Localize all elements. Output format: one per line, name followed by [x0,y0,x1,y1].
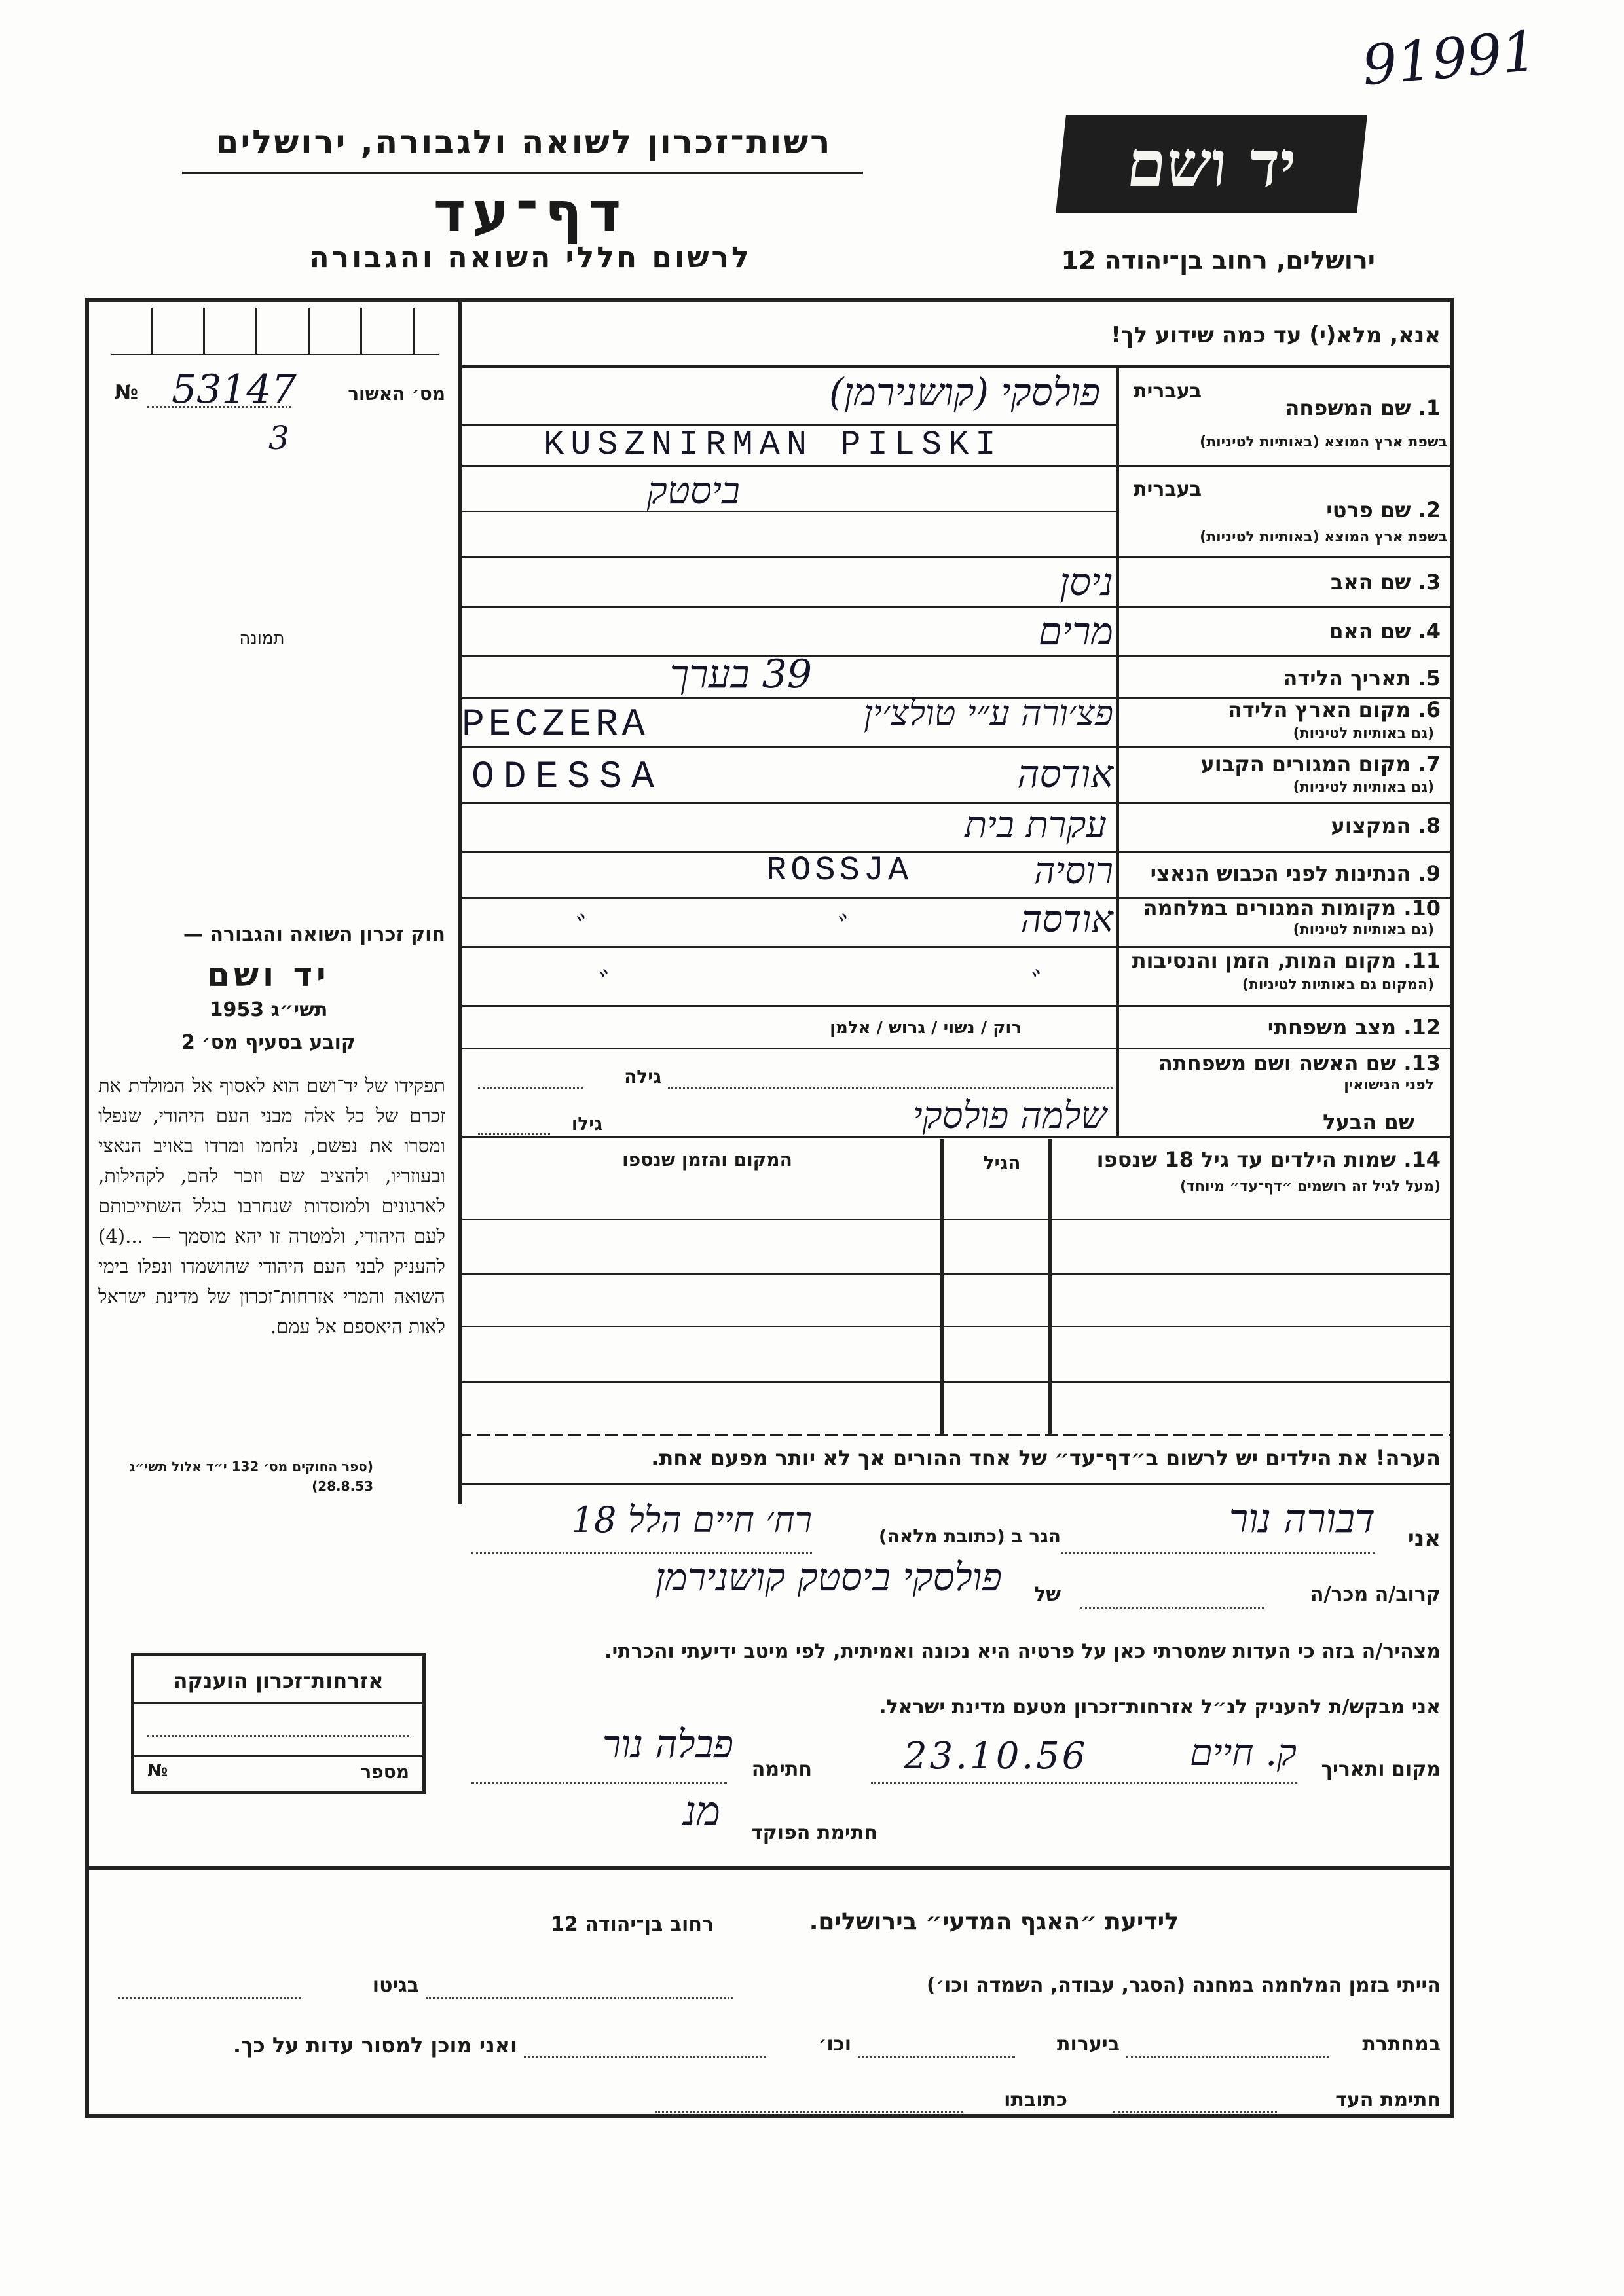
husband-age-dotted [478,1133,550,1135]
footer-forests-dotted [858,2056,1015,2058]
signature-dotted [471,1782,727,1784]
field-residence: 7. מקום המגורים הקבוע [1200,752,1441,776]
wartime-residence: אודסה [1020,898,1113,941]
children-col-divider [940,1139,944,1434]
decl-relative-label: קרוב/ה מכר/ה [1310,1583,1441,1606]
field-death: 11. מקום המות, הזמן והנסיבות [1132,948,1441,973]
field-wife-sub: לפני הנישואין [1344,1077,1434,1093]
footer-ghetto: בגיטו [372,1974,419,1997]
marital-options: רוק / נשוי / גרוש / אלמן [830,1018,1022,1038]
birth-date: 39 בערך [669,651,812,697]
ditto-mark: ﾞ [1025,966,1041,1004]
decl-name-dotted [1061,1552,1375,1554]
footer-forests: ביערות [1057,2033,1120,2056]
children-row [458,1326,1454,1327]
children-row [458,1381,1454,1383]
footer-address-dotted [655,2111,963,2113]
father-name: ניסן [1060,560,1113,604]
law-text: תפקידו של יד־ושם הוא לאסוף אל המולדת את זכרם של כל אלה מבני העם היהודי, שנפלו ומסרו את נפשם, נלחמו ומרדו באויב הנאצי ובעוזריו, ולהציב שם וזכר להם, לקהילות, לארגונים ולמוסדות שנחרבו בגלל השתייכותם לעם היהודי, ולמטרה זו יהא מוסמך — ...(4) להעניק לבני העם היהודי שהושמדו ונפלו בימי השואה והמרי אזרחות־זכרון של מדינת ישראל לאות היאספם אל עמם. [98,1074,445,1338]
form-subtitle: לרשום חללי השואה והגבורה [309,241,752,274]
footer-ready: ואני מוכן למסור עדות על כך. [232,2033,517,2058]
birth-place-hebrew: פצ׳ורה ע״י טולצ׳ין [864,693,1113,734]
citizenship-hebrew: רוסיה [1033,850,1113,892]
footer-underground-dotted [1126,2056,1329,2058]
field-mother: 4. שם האם [1329,619,1441,644]
authority-title: רשות־זכרון לשואה ולגבורה, ירושלים [215,123,832,161]
citizenship-box-no: № [147,1761,168,1781]
citizenship-box-number-label: מספר [360,1761,409,1783]
law-year: תשי״ג 1953 [209,998,328,1021]
field-birth-date: 5. תאריך הלידה [1283,666,1441,691]
declarant-name: דבורה נור [1228,1496,1375,1542]
field-wife: 13. שם האשה ושם משפחתה [1158,1051,1441,1076]
law-source: (ספר החוקים מס׳ 132 י״ד אלול תשי״ג 28.8.53) [129,1459,373,1494]
place: ק. חיים [1189,1732,1297,1774]
footer-underground: במחתרת [1362,2033,1441,2056]
birth-place-latin: PECZERA [462,704,649,746]
clerk-signature: מנ [683,1787,720,1835]
family-name-hebrew: פולסקי (קושנירמן) [829,370,1100,414]
citizenship-box [131,1653,426,1794]
field-husband: שם הבעל [1323,1110,1414,1135]
citizenship-latin: ROSSJA [766,851,913,890]
field-death-sub: (המקום גם באותיות לטיניות) [1242,977,1434,993]
field-residence-sub: (גם באותיות לטיניות) [1293,779,1434,795]
archive-number: 91991 [1359,18,1540,98]
address: ירושלים, רחוב בן־יהודה 12 [1061,246,1375,275]
footer-witness-dotted [1113,2111,1277,2113]
footer-address: רחוב בן־יהודה 12 [551,1913,714,1936]
footer-etc-dotted [524,2056,766,2058]
approval-no-sign: № [115,381,139,404]
footer-ghetto-dotted [118,1997,301,1999]
field-first-name: 2. שם פרטי [1326,498,1441,522]
place-date-dotted [871,1782,1297,1784]
husband-age-label: גילו [571,1113,602,1135]
row-line [458,1048,1454,1049]
decl-of: של [1034,1583,1061,1606]
signature: פבלה נור [602,1722,733,1766]
wife-age-label: גילה [624,1066,661,1087]
note-rule [458,1483,1454,1485]
husband-name: שלמה פולסקי [912,1095,1107,1137]
children-row [458,1219,1454,1220]
relative-of-name: פולסקי ביסטק קושנירמן [655,1555,1002,1599]
field-citizenship: 9. הנתינות לפני הכבוש הנאצי [1150,861,1441,886]
footer-camp: הייתי בזמן המלחמה במחנה (הסגר, עבודה, השמדה וכו׳) [927,1974,1441,1997]
hebrew-tag-2: בעברית [1134,478,1202,501]
label-column-divider [1116,367,1119,1136]
row-line [458,465,1454,467]
footer-rule [85,1866,1454,1870]
decl-ani: אני [1407,1525,1441,1552]
date: 23.10.56 [904,1735,1088,1777]
decl-lives-label: הגר ב (כתובת מלאה) [878,1525,1061,1547]
law-section: קובע בסעיף מס׳ 2 [181,1031,356,1054]
field-occupation: 8. המקצוע [1331,813,1441,838]
hebrew-tag-1: בעברית [1134,380,1202,403]
photo-label: תמונה [239,629,285,648]
ditto-mark: ﾞ [570,911,586,949]
field-wartime-residence-sub: (גם באותיות לטיניות) [1293,922,1434,938]
children-col-age: הגיל [983,1152,1021,1174]
citizenship-box-title: אזרחות־זכרון הוענקה [173,1668,384,1693]
mother-name: מרים [1038,609,1113,653]
residence-hebrew: אודסה [1017,752,1113,796]
children-note: הערה! את הילדים יש לרשום ב״דף־עד״ של אחד ההורים אך לא יותר מפעם אחת. [651,1446,1441,1470]
row-line [458,746,1454,748]
footer-camp-dotted [426,1997,733,1999]
field-first-name-sub: בשפת ארץ המוצא (באותיות לטיניות) [1200,529,1447,545]
field-birth-place: 6. מקום הארץ הלידה [1227,697,1441,722]
family-name-latin: KUSZNIRMAN PILSKI [544,426,1003,464]
logo-text: יד ושם [1123,127,1300,201]
ditto-mark: ﾞ [593,966,609,1004]
approval-dotted [147,406,291,408]
approval-label: מס׳ האשור [348,383,445,405]
footer-witness-sig: חתימת העד [1335,2088,1441,2111]
approval-number: 53147 [172,367,297,412]
footer-address-label: כתובתו [1004,2088,1067,2111]
field-father: 3. שם האב [1330,570,1441,594]
authority-underline [182,172,863,174]
footer-etc: וכו׳ [818,2033,851,2056]
children-sub: (מעל לגיל זה רושמים ״דף־עד״ מיוחד) [1179,1178,1441,1195]
decl-statement: מצהיר/ה בזה כי העדות שמסרתי כאן על פרטיה היא נכונה ואמיתית, לפי מיטב ידיעתי והכרתי. [604,1640,1441,1663]
signature-label: חתימה [751,1758,812,1781]
field-family-name-sub: בשפת ארץ המוצא (באותיות לטיניות) [1200,434,1447,450]
first-name-hebrew: ביסטק [646,468,740,513]
law-name: יד ושם [207,956,330,994]
ditto-mark: ﾞ [832,911,848,949]
residence-latin: ODESSA [471,756,663,799]
instruction-rule [458,365,1454,368]
wife-age-dotted [478,1087,583,1089]
children-col-place: המקום והזמן שנספו [622,1149,792,1171]
row-line [458,556,1454,558]
children-col-divider [1048,1139,1052,1434]
form-title: דף־עד [433,180,628,244]
clerk-label: חתימת הפוקד [751,1821,877,1844]
code-boxes [111,308,439,360]
wife-name-dotted [668,1087,1113,1089]
approval-extra: 3 [268,419,289,457]
occupation: עקרת בית [965,804,1107,847]
law-title: חוק זכרון השואה והגבורה — [183,923,445,946]
children-label: 14. שמות הילדים עד גיל 18 שנספו [1096,1147,1441,1172]
yad-vashem-logo [1056,115,1367,213]
decl-request: אני מבקש/ת להעניק לנ״ל אזרחות־זכרון מטעם מדינת ישראל. [879,1696,1441,1719]
field-marital: 12. מצב משפחתי [1267,1015,1441,1040]
field-birth-place-sub: (גם באותיות לטיניות) [1293,725,1434,742]
place-date-label: מקום ותאריך [1321,1758,1441,1781]
instruction: אנא, מלא(י) עד כמה שידוע לך! [1111,322,1441,348]
declarant-address: רח׳ חיים הלל 18 [571,1499,812,1540]
field-family-name: 1. שם המשפחה [1285,395,1441,420]
decl-address-dotted [471,1552,812,1554]
children-bottom [458,1434,1454,1436]
children-row [458,1273,1454,1275]
decl-relative-dotted [1080,1607,1264,1609]
row-line [458,606,1454,608]
field-wartime-residence: 10. מקומות המגורים במלחמה [1143,896,1441,920]
footer-title: לידיעת ״האגף המדעי״ בירושלים. [809,1908,1179,1935]
